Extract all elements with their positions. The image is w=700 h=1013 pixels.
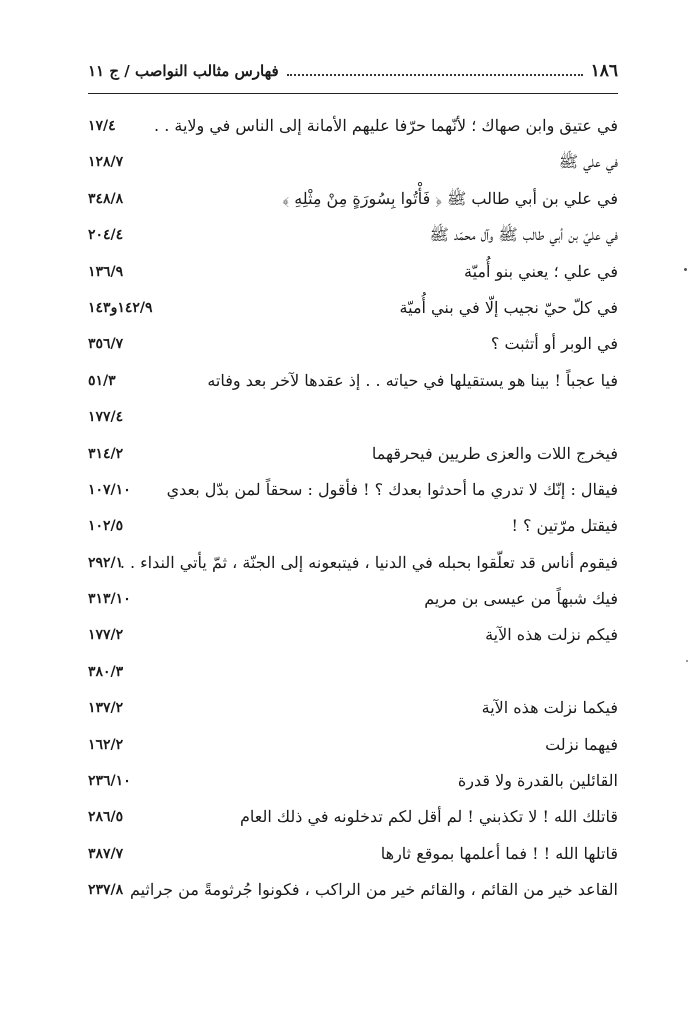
- index-entry: [88, 727, 618, 763]
- index-entry: [88, 654, 618, 690]
- page-number: ١٨٦: [590, 61, 618, 81]
- entry-reference: ٢٩٢/١: [88, 554, 124, 571]
- index-entry: [88, 508, 618, 544]
- index-entry: [88, 472, 618, 508]
- entry-text: فيقتل مرّتين ؟ !: [511, 516, 618, 536]
- entry-reference: ١٠٢/٥: [88, 518, 124, 535]
- entry-text: فيكما نزلت هذه الآية: [481, 698, 618, 718]
- index-entry: [88, 690, 618, 726]
- entry-text: فيقوم أناس قد تعلّقوا بحبله في الدنيا ، فيتبعونه إلى الجنّة ، ثمّ يأتي النداء . .: [119, 552, 618, 572]
- entry-reference: ١٣٦/٩: [88, 263, 124, 280]
- index-entry: [88, 799, 618, 835]
- index-entry: [88, 872, 618, 908]
- index-entries: [88, 108, 618, 909]
- entry-reference: ٢٣٧/٨: [88, 882, 124, 899]
- entry-reference: ١٧٧/٢: [88, 627, 124, 644]
- header-rule: [88, 93, 618, 94]
- entry-text: في عتيق وابن صهاك ؛ لأنّهما حرّفا عليهم الأمانة إلى الناس في ولاية . .: [154, 116, 618, 135]
- running-title: فهارس مثالب النواصب / ج ١١: [88, 62, 279, 80]
- index-entry: [88, 617, 618, 653]
- entry-text: فيكم نزلت هذه الآية: [485, 625, 618, 645]
- header-dot-leader: [287, 74, 583, 76]
- entry-reference: ٣١٣/١٠: [88, 591, 131, 608]
- entry-reference: ٢٠٤/٤: [88, 227, 124, 244]
- index-entry: [88, 108, 618, 144]
- index-entry: [88, 217, 618, 253]
- entry-text: في علي ؛ يعني بنو أُميّة: [464, 261, 618, 281]
- entry-reference: ٣٨٧/٧: [88, 845, 124, 862]
- entry-reference: ٣١٤/٢: [88, 445, 124, 462]
- entry-reference: ٢٨٦/٥: [88, 809, 124, 826]
- index-entry: [88, 581, 618, 617]
- index-entry: [88, 144, 618, 180]
- entry-reference: ١٤٢/٩و١٤٣: [88, 299, 153, 316]
- entry-text: فيخرج اللات والعزى طريين فيحرقهما: [371, 443, 618, 463]
- index-entry: [88, 326, 618, 362]
- index-entry: [88, 254, 618, 290]
- entry-text: فيهما نزلت: [545, 734, 618, 754]
- index-entry: [88, 181, 618, 217]
- entry-reference: ٢٣٦/١٠: [88, 773, 131, 790]
- entry-text: في علي ﷺ: [558, 152, 618, 172]
- running-header: [88, 56, 618, 86]
- entry-text: في علي بن أبي طالب ﷺ ﴿ فَأْتُوا بِسُورَةٍ مِنْ مِثْلِهِ ﴾: [282, 188, 618, 208]
- entry-reference: ٣٤٨/٨: [88, 190, 124, 207]
- entry-reference: ١٦٢/٢: [88, 736, 124, 753]
- index-entry: [88, 399, 618, 435]
- entry-reference: ١٧/٤: [88, 118, 116, 134]
- entry-reference: ١٠٧/١٠: [88, 481, 131, 498]
- entry-reference: ١٧٧/٤: [88, 409, 124, 426]
- entry-text: في كلّ حيّ نجيب إلّا في بني أُميّة: [399, 297, 618, 317]
- entry-reference: ١٢٨/٧: [88, 154, 124, 171]
- entry-reference: ٣٥٦/٧: [88, 336, 124, 353]
- entry-text: قاتلك الله ! لا تكذبني ! لم أقل لكم تدخلونه في ذلك العام: [240, 807, 618, 827]
- entry-text: قاتلها الله ! ! فما أعلمها بموقع ثارها: [380, 843, 618, 863]
- entry-text: فيقال : إنّك لا تدري ما أحدثوا بعدك ؟ ! فأقول : سحقاً لمن بدّل بعدي: [166, 479, 618, 499]
- index-entry: [88, 763, 618, 799]
- entry-reference: ٥١/٣: [88, 372, 116, 389]
- entry-reference: ٣٨٠/٣: [88, 663, 124, 680]
- entry-text: في الوبر أو أتثبت ؟: [490, 334, 618, 354]
- index-entry: [88, 545, 618, 581]
- entry-text: في عليّ بن أبي طالب ﷺ وآل محمّد ﷺ: [429, 225, 618, 245]
- scan-speck: [686, 660, 688, 662]
- index-entry: [88, 436, 618, 472]
- entry-reference: ١٣٧/٢: [88, 700, 124, 717]
- index-entry: [88, 836, 618, 872]
- scan-speck: [684, 268, 687, 271]
- index-entry: [88, 363, 618, 399]
- index-entry: [88, 290, 618, 326]
- entry-text: القاعد خير من القائم ، والقائم خير من الراكب ، فكونوا جُرثومةً من جراثيم: [129, 880, 618, 900]
- entry-text: القائلين بالقدرة ولا قدرة: [457, 771, 618, 791]
- entry-text: فيا عجباً ! بينا هو يستقيلها في حياته . . إذ عقدها لآخر بعد وفاته: [207, 370, 618, 390]
- entry-text: فيك شبهاً من عيسى بن مريم: [424, 589, 618, 609]
